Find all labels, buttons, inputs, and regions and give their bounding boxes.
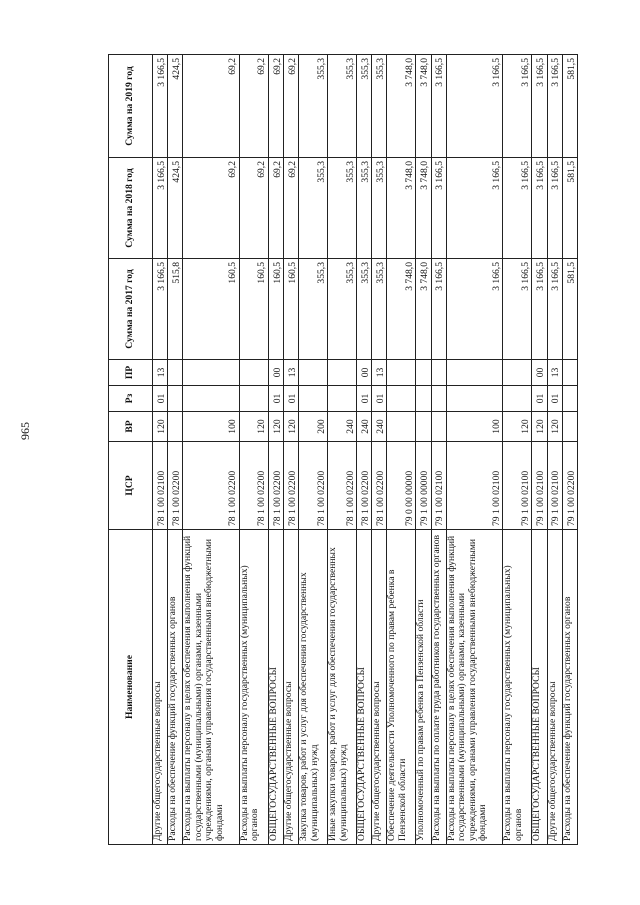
cell-2017: 160,5 — [183, 259, 240, 360]
cell-csr: 78 1 00 02200 — [268, 442, 283, 530]
cell-vr: 120 — [532, 412, 547, 442]
cell-pr — [239, 360, 268, 386]
table-row — [183, 55, 240, 845]
cell-rz — [446, 386, 503, 412]
cell-csr: 79 1 00 02100 — [503, 442, 532, 530]
cell-2019: 355,3 — [328, 55, 357, 158]
cell-2019: 69,2 — [268, 55, 283, 158]
cell-2017: 355,3 — [299, 259, 328, 360]
table-row — [387, 55, 416, 845]
header-vr: ВР — [109, 412, 153, 442]
cell-2018: 424,5 — [168, 158, 183, 259]
header-2019: Сумма на 2019 год — [109, 55, 153, 158]
cell-rz: 01 — [268, 386, 283, 412]
cell-2019: 3 166,5 — [503, 55, 532, 158]
table-row — [284, 55, 299, 845]
cell-2017: 355,3 — [328, 259, 357, 360]
cell-name: Другие общегосударственные вопросы — [547, 530, 562, 845]
cell-csr: 78 1 00 02200 — [299, 442, 328, 530]
table-row — [168, 55, 183, 845]
cell-csr: 79 1 00 00000 — [416, 442, 431, 530]
cell-2018: 3 748,0 — [387, 158, 416, 259]
cell-vr — [562, 412, 577, 442]
cell-vr: 120 — [284, 412, 299, 442]
cell-2017: 3 166,5 — [446, 259, 503, 360]
cell-pr — [446, 360, 503, 386]
table-body — [153, 55, 578, 845]
table-row — [239, 55, 268, 845]
cell-2017: 3 166,5 — [153, 259, 168, 360]
cell-rz — [183, 386, 240, 412]
cell-name: Расходы на обеспечение функций государственных органов — [562, 530, 577, 845]
cell-rz: 01 — [153, 386, 168, 412]
cell-rz — [503, 386, 532, 412]
cell-name: Закупка товаров, работ и услуг для обеспечения государственных (муниципальных) нужд — [299, 530, 328, 845]
cell-2019: 581,5 — [562, 55, 577, 158]
cell-vr: 240 — [328, 412, 357, 442]
cell-name: ОБЩЕГОСУДАРСТВЕННЫЕ ВОПРОСЫ — [532, 530, 547, 845]
table-row — [372, 55, 387, 845]
cell-csr: 78 1 00 02200 — [372, 442, 387, 530]
cell-2019: 3 166,5 — [153, 55, 168, 158]
cell-rz — [416, 386, 431, 412]
table-row — [357, 55, 372, 845]
cell-vr: 200 — [299, 412, 328, 442]
cell-2018: 3 166,5 — [503, 158, 532, 259]
cell-pr — [183, 360, 240, 386]
cell-csr: 78 1 00 02200 — [284, 442, 299, 530]
cell-name: Другие общегосударственные вопросы — [153, 530, 168, 845]
cell-2019: 69,2 — [239, 55, 268, 158]
cell-2017: 160,5 — [239, 259, 268, 360]
cell-2018: 69,2 — [284, 158, 299, 259]
cell-rz: 01 — [532, 386, 547, 412]
header-2017: Сумма на 2017 год — [109, 259, 153, 360]
cell-2018: 3 166,5 — [153, 158, 168, 259]
table-row — [503, 55, 532, 845]
table-header-row — [109, 55, 153, 845]
table-row — [328, 55, 357, 845]
cell-csr: 78 1 00 02200 — [183, 442, 240, 530]
cell-name: Уполномоченный по правам ребенка в Пензенской области — [416, 530, 431, 845]
cell-2018: 355,3 — [328, 158, 357, 259]
cell-rz — [299, 386, 328, 412]
cell-csr: 78 1 00 02200 — [357, 442, 372, 530]
cell-name: Расходы на выплаты персоналу государственных (муниципальных) органов — [503, 530, 532, 845]
cell-2018: 3 166,5 — [431, 158, 446, 259]
cell-vr — [431, 412, 446, 442]
cell-name: ОБЩЕГОСУДАРСТВЕННЫЕ ВОПРОСЫ — [357, 530, 372, 845]
cell-vr — [387, 412, 416, 442]
cell-2018: 3 166,5 — [446, 158, 503, 259]
cell-csr: 79 1 00 02100 — [532, 442, 547, 530]
cell-rz — [168, 386, 183, 412]
table-row — [299, 55, 328, 845]
cell-csr: 79 1 00 02100 — [446, 442, 503, 530]
cell-pr: 00 — [532, 360, 547, 386]
table-row — [446, 55, 503, 845]
cell-csr: 79 0 00 00000 — [387, 442, 416, 530]
cell-rz: 01 — [357, 386, 372, 412]
cell-2017: 581,5 — [562, 259, 577, 360]
cell-vr: 100 — [446, 412, 503, 442]
cell-2018: 69,2 — [183, 158, 240, 259]
cell-2019: 355,3 — [299, 55, 328, 158]
cell-2019: 69,2 — [284, 55, 299, 158]
cell-pr — [416, 360, 431, 386]
cell-2018: 355,3 — [372, 158, 387, 259]
cell-name: Расходы на обеспечение функций государственных органов — [168, 530, 183, 845]
cell-2017: 160,5 — [284, 259, 299, 360]
cell-2017: 3 748,0 — [387, 259, 416, 360]
cell-vr — [416, 412, 431, 442]
cell-name: Другие общегосударственные вопросы — [284, 530, 299, 845]
cell-name: Расходы на выплаты персоналу в целях обеспечения выполнения функций государственными (муниципальными) органами, казенными учреждениями, органами управления государственными внебюджетными фондами — [446, 530, 503, 845]
cell-2017: 3 166,5 — [547, 259, 562, 360]
cell-csr: 78 1 00 02100 — [153, 442, 168, 530]
cell-2019: 69,2 — [183, 55, 240, 158]
cell-2019: 3 166,5 — [547, 55, 562, 158]
cell-vr — [168, 412, 183, 442]
table-row — [153, 55, 168, 845]
cell-pr — [431, 360, 446, 386]
table-row — [562, 55, 577, 845]
header-pr: ПР — [109, 360, 153, 386]
cell-2018: 581,5 — [562, 158, 577, 259]
cell-2019: 3 166,5 — [431, 55, 446, 158]
cell-csr: 78 1 00 02200 — [168, 442, 183, 530]
cell-2018: 3 748,0 — [416, 158, 431, 259]
cell-name: ОБЩЕГОСУДАРСТВЕННЫЕ ВОПРОСЫ — [268, 530, 283, 845]
cell-csr: 78 1 00 02200 — [239, 442, 268, 530]
cell-vr: 120 — [153, 412, 168, 442]
cell-pr — [299, 360, 328, 386]
header-2018: Сумма на 2018 год — [109, 158, 153, 259]
cell-rz: 01 — [372, 386, 387, 412]
cell-2017: 3 748,0 — [416, 259, 431, 360]
cell-pr: 13 — [153, 360, 168, 386]
cell-2018: 355,3 — [299, 158, 328, 259]
cell-pr — [562, 360, 577, 386]
cell-name: Иные закупки товаров, работ и услуг для обеспечения государственных (муниципальных) нужд — [328, 530, 357, 845]
cell-2017: 3 166,5 — [532, 259, 547, 360]
cell-name: Расходы на выплаты персоналу в целях обеспечения выполнения функций государственными (муниципальными) органами, казенными учреждениями, органами управления государственными внебюджетными фондами — [183, 530, 240, 845]
cell-vr: 240 — [372, 412, 387, 442]
cell-rz — [387, 386, 416, 412]
cell-pr — [328, 360, 357, 386]
cell-2017: 160,5 — [268, 259, 283, 360]
table-row — [268, 55, 283, 845]
cell-pr: 13 — [284, 360, 299, 386]
cell-2018: 69,2 — [268, 158, 283, 259]
cell-vr: 100 — [183, 412, 240, 442]
cell-csr: 79 1 00 02200 — [562, 442, 577, 530]
table-row — [431, 55, 446, 845]
cell-csr: 79 1 00 02100 — [547, 442, 562, 530]
header-csr: ЦСР — [109, 442, 153, 530]
header-rz: Рз — [109, 386, 153, 412]
cell-rz — [562, 386, 577, 412]
cell-name: Расходы на выплаты персоналу государственных (муниципальных) органов — [239, 530, 268, 845]
cell-pr: 00 — [357, 360, 372, 386]
cell-2017: 3 166,5 — [503, 259, 532, 360]
cell-pr: 00 — [268, 360, 283, 386]
cell-pr — [503, 360, 532, 386]
cell-pr — [387, 360, 416, 386]
table-row — [547, 55, 562, 845]
rotated-table-wrapper — [108, 55, 578, 845]
cell-name: Другие общегосударственные вопросы — [372, 530, 387, 845]
table-row — [416, 55, 431, 845]
cell-vr: 120 — [239, 412, 268, 442]
cell-name: Обеспечение деятельности Уполномоченного по правам ребенка в Пензенской области — [387, 530, 416, 845]
cell-pr: 13 — [547, 360, 562, 386]
cell-2017: 3 166,5 — [431, 259, 446, 360]
cell-2019: 3 748,0 — [416, 55, 431, 158]
cell-vr: 120 — [547, 412, 562, 442]
cell-2018: 355,3 — [357, 158, 372, 259]
cell-2017: 515,8 — [168, 259, 183, 360]
cell-csr: 78 1 00 02200 — [328, 442, 357, 530]
cell-vr: 120 — [268, 412, 283, 442]
cell-rz — [328, 386, 357, 412]
cell-2019: 3 748,0 — [387, 55, 416, 158]
cell-2017: 355,3 — [372, 259, 387, 360]
cell-pr: 13 — [372, 360, 387, 386]
cell-csr: 79 1 00 02100 — [431, 442, 446, 530]
table-row — [532, 55, 547, 845]
cell-vr: 240 — [357, 412, 372, 442]
cell-vr: 120 — [503, 412, 532, 442]
cell-2019: 355,3 — [372, 55, 387, 158]
cell-rz: 01 — [547, 386, 562, 412]
cell-name: Расходы на выплаты по оплате труда работников государственных органов — [431, 530, 446, 845]
cell-2019: 424,5 — [168, 55, 183, 158]
cell-2019: 3 166,5 — [532, 55, 547, 158]
cell-rz: 01 — [284, 386, 299, 412]
budget-table — [108, 54, 578, 845]
cell-rz — [239, 386, 268, 412]
cell-2019: 3 166,5 — [446, 55, 503, 158]
cell-2018: 3 166,5 — [532, 158, 547, 259]
cell-2018: 69,2 — [239, 158, 268, 259]
cell-rz — [431, 386, 446, 412]
cell-2017: 355,3 — [357, 259, 372, 360]
cell-2019: 355,3 — [357, 55, 372, 158]
header-name: Наименование — [109, 530, 153, 845]
cell-2018: 3 166,5 — [547, 158, 562, 259]
page-number: 965 — [18, 422, 32, 440]
cell-pr — [168, 360, 183, 386]
